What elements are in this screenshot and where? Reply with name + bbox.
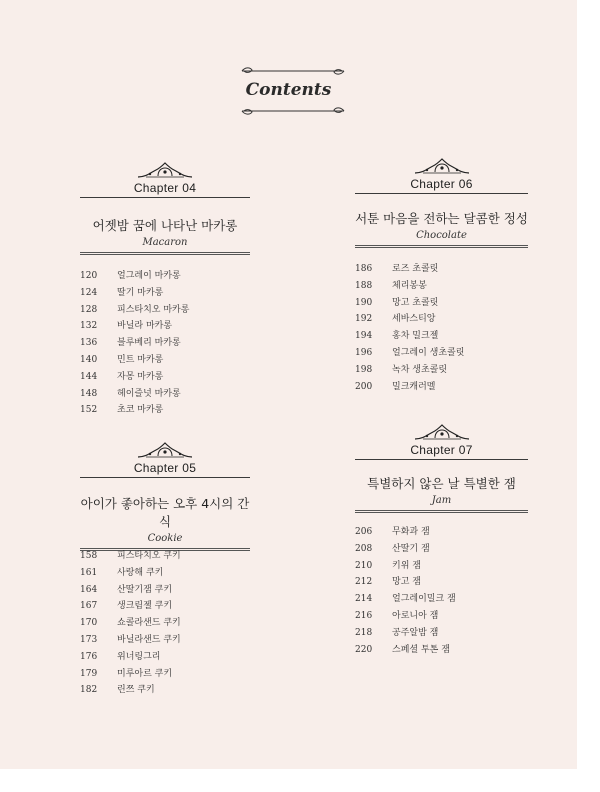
toc-entry[interactable] — [80, 302, 250, 319]
chapter-rule — [355, 193, 528, 194]
entry-page: 198 — [355, 364, 373, 375]
entry-title: 로즈 초콜릿 — [392, 264, 439, 274]
entry-title: 망고 초콜릿 — [392, 297, 439, 308]
page-title: Contents — [245, 80, 332, 100]
chapter-06-heading — [355, 209, 528, 248]
entry-title: 바닐라샌드 쿠키 — [117, 634, 181, 645]
entry-title: 산딸기 잼 — [392, 543, 430, 554]
entry-page: 179 — [80, 668, 98, 679]
entry-page: 161 — [80, 567, 98, 578]
entry-page: 190 — [355, 297, 373, 308]
entry-page: 148 — [80, 388, 98, 399]
toc-entry[interactable] — [355, 295, 528, 312]
entry-title: 초코 마카롱 — [117, 405, 164, 416]
entry-page: 132 — [80, 321, 98, 332]
chapter-04-entries — [80, 268, 250, 419]
top-flourish-icon — [238, 66, 348, 76]
bottom-flourish-icon — [238, 106, 348, 116]
toc-entry[interactable] — [355, 311, 528, 328]
entry-title: 쇼콜라샌드 쿠키 — [117, 618, 181, 629]
entry-title: 생크림젤 쿠키 — [117, 601, 173, 612]
heading-korean: 어젯밤 꿈에 나타난 마카롱 — [92, 218, 238, 233]
entry-title: 헤이즐넛 마카롱 — [117, 388, 181, 399]
heading-english: Jam — [431, 495, 452, 506]
toc-entry[interactable] — [80, 335, 250, 352]
entry-page: 176 — [80, 651, 98, 662]
entry-page: 196 — [355, 347, 373, 358]
toc-entry[interactable] — [80, 386, 250, 403]
entry-title: 얼그레이밀크 잼 — [392, 594, 456, 605]
chapter-label: Chapter 04 — [133, 181, 197, 195]
toc-entry[interactable] — [80, 615, 250, 632]
entry-page: 136 — [80, 338, 98, 349]
toc-entry[interactable] — [80, 285, 250, 302]
chapter-07-entries — [355, 524, 528, 658]
chapter-06-entries — [355, 261, 528, 395]
toc-entry[interactable] — [80, 548, 250, 565]
toc-entry[interactable] — [355, 328, 528, 345]
entry-page: 167 — [80, 601, 98, 612]
toc-entry[interactable] — [80, 649, 250, 666]
toc-entry[interactable] — [355, 345, 528, 362]
chapter-05-heading — [80, 494, 250, 551]
toc-entry[interactable] — [80, 268, 250, 285]
toc-entry[interactable] — [80, 402, 250, 419]
entry-page: 124 — [80, 287, 98, 298]
heading-english: Cookie — [147, 533, 183, 544]
entry-title: 키위 잼 — [392, 560, 421, 571]
toc-entry[interactable] — [355, 278, 528, 295]
toc-entry[interactable] — [80, 682, 250, 699]
entry-page: 218 — [355, 627, 373, 638]
chapter-05-entries — [80, 548, 250, 699]
entry-page: 182 — [80, 685, 98, 696]
toc-entry[interactable] — [355, 362, 528, 379]
entry-title: 망고 잼 — [392, 577, 421, 588]
heading-korean: 특별하지 않은 날 특별한 잼 — [367, 476, 516, 491]
toc-entry[interactable] — [355, 625, 528, 642]
entry-title: 체리봉봉 — [392, 280, 427, 291]
entry-title: 딸기 마카롱 — [117, 287, 164, 298]
entry-title: 자몽 마카롱 — [117, 371, 164, 382]
toc-entry[interactable] — [80, 666, 250, 683]
chapter-04-heading — [80, 216, 250, 255]
toc-entry[interactable] — [355, 524, 528, 541]
entry-title: 피스타치오 마카롱 — [117, 304, 190, 315]
toc-entry[interactable] — [355, 608, 528, 625]
toc-entry[interactable] — [80, 369, 250, 386]
chapter-04-header — [80, 162, 250, 198]
toc-entry[interactable] — [80, 318, 250, 335]
chapter-label: Chapter 06 — [410, 177, 473, 191]
toc-entry[interactable] — [80, 632, 250, 649]
chapter-label: Chapter 05 — [133, 461, 197, 475]
entry-page: 206 — [355, 527, 373, 537]
entry-page: 216 — [355, 610, 373, 621]
entry-title: 위너링그리 — [117, 651, 161, 662]
chapter-05-header — [80, 442, 250, 478]
entry-title: 블루베리 마카롱 — [117, 338, 181, 349]
heading-rule — [355, 245, 528, 248]
entry-page: 212 — [355, 577, 373, 588]
toc-entry[interactable] — [355, 591, 528, 608]
entry-page: 186 — [355, 264, 373, 274]
entry-page: 208 — [355, 543, 373, 554]
heading-rule — [80, 252, 250, 255]
chapter-ornament-icon — [413, 158, 471, 176]
entry-title: 밀크캐러멜 — [392, 381, 436, 392]
toc-entry[interactable] — [355, 261, 528, 278]
entry-title: 공주알밤 잼 — [392, 627, 439, 638]
chapter-label: Chapter 07 — [410, 443, 473, 457]
chapter-07-header — [355, 424, 528, 460]
heading-english: Macaron — [142, 237, 188, 248]
entry-page: 120 — [80, 271, 98, 281]
entry-page: 144 — [80, 371, 98, 382]
entry-title: 피스타치오 쿠키 — [117, 551, 181, 561]
toc-entry[interactable] — [355, 574, 528, 591]
toc-entry[interactable] — [80, 352, 250, 369]
toc-entry[interactable] — [355, 642, 528, 659]
entry-title: 바닐라 마카롱 — [117, 321, 173, 332]
entry-title: 녹차 생초콜릿 — [392, 364, 448, 375]
entry-page: 200 — [355, 381, 373, 392]
entry-title: 얼그레이 마카롱 — [117, 271, 181, 281]
entry-title: 세바스티앙 — [392, 314, 436, 325]
entry-page: 194 — [355, 331, 373, 342]
entry-title: 홍차 밀크젤 — [392, 331, 439, 342]
entry-page: 173 — [80, 634, 98, 645]
toc-entry[interactable] — [355, 379, 528, 396]
contents-header — [0, 66, 577, 120]
chapter-ornament-icon — [413, 424, 471, 442]
toc-entry[interactable] — [80, 598, 250, 615]
entry-page: 214 — [355, 594, 373, 605]
chapter-rule — [80, 197, 250, 198]
entry-page: 158 — [80, 551, 98, 561]
entry-title: 미루아르 쿠키 — [117, 668, 173, 679]
toc-entry[interactable] — [355, 558, 528, 575]
chapter-ornament-icon — [136, 162, 194, 180]
entry-page: 192 — [355, 314, 373, 325]
entry-title: 얼그레이 생초콜릿 — [392, 347, 465, 358]
heading-korean: 아이가 좋아하는 오후 4시의 간식 — [80, 496, 250, 529]
entry-page: 188 — [355, 280, 373, 291]
entry-title: 민트 마카롱 — [117, 354, 164, 365]
entry-page: 210 — [355, 560, 373, 571]
entry-page: 220 — [355, 644, 373, 655]
entry-title: 아로니아 잼 — [392, 610, 439, 621]
entry-title: 산딸기잼 쿠키 — [117, 584, 173, 595]
chapter-06-header — [355, 158, 528, 194]
entry-title: 린쯔 쿠키 — [117, 685, 155, 696]
heading-korean: 서툰 마음을 전하는 달콤한 정성 — [355, 211, 528, 226]
entry-page: 140 — [80, 354, 98, 365]
chapter-ornament-icon — [136, 442, 194, 460]
entry-title: 무화과 잼 — [392, 527, 430, 537]
entry-page: 128 — [80, 304, 98, 315]
entry-page: 164 — [80, 584, 98, 595]
entry-page: 170 — [80, 618, 98, 629]
heading-english: Chocolate — [416, 230, 467, 241]
toc-entry[interactable] — [80, 565, 250, 582]
toc-entry[interactable] — [80, 582, 250, 599]
entry-title: 스페셜 투톤 잼 — [392, 644, 450, 655]
chapter-07-heading — [355, 474, 528, 513]
entry-title: 사랑해 쿠키 — [117, 567, 164, 578]
entry-page: 152 — [80, 405, 98, 416]
chapter-rule — [80, 477, 250, 478]
chapter-rule — [355, 459, 528, 460]
heading-rule — [355, 510, 528, 513]
toc-entry[interactable] — [355, 541, 528, 558]
